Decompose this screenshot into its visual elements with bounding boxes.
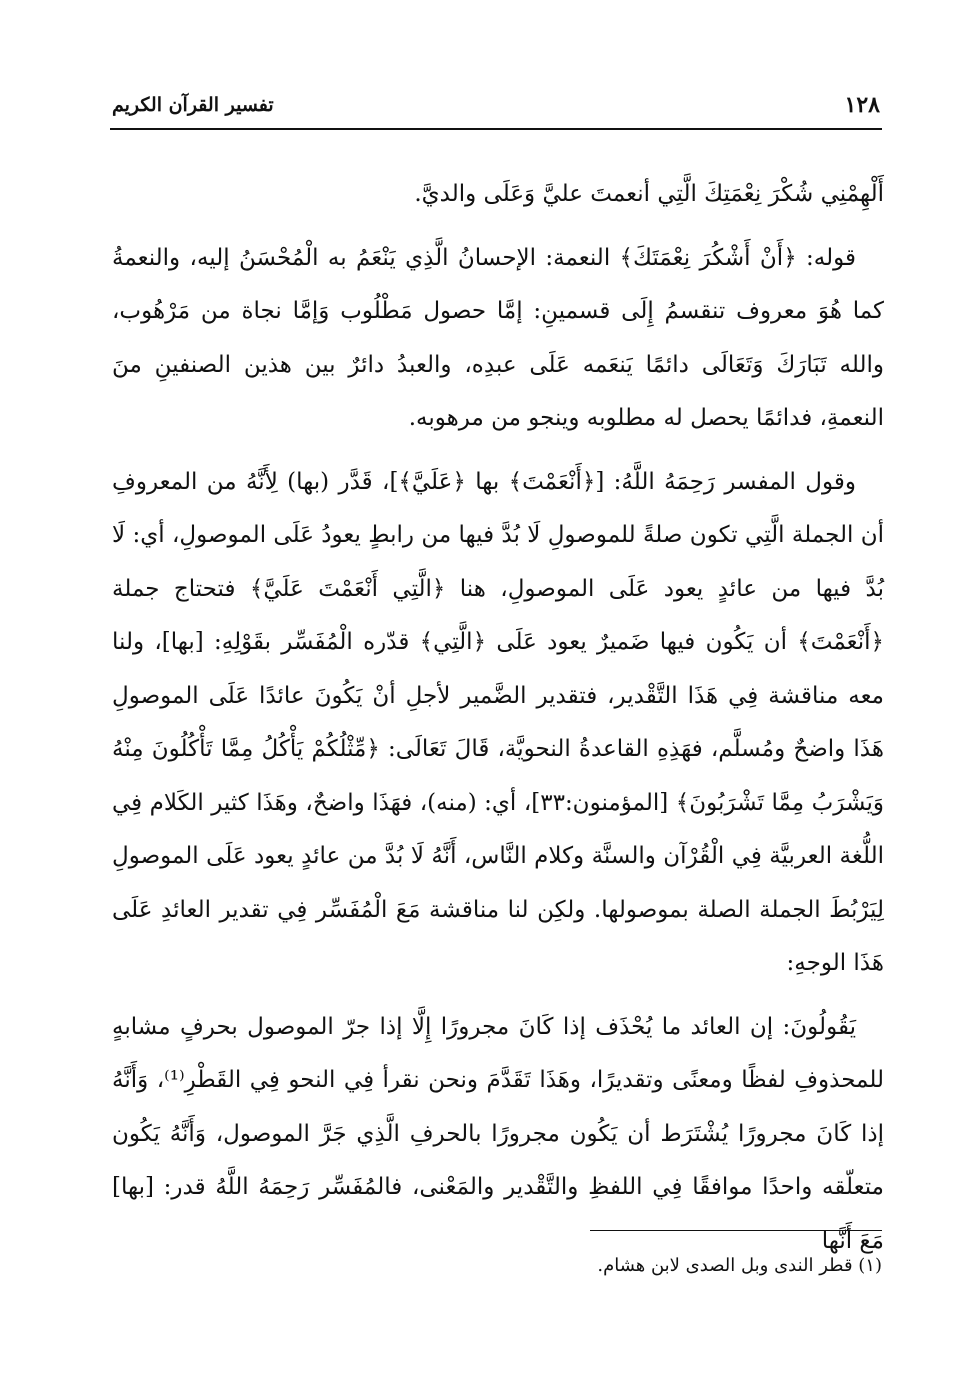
header-divider <box>110 128 882 130</box>
book-title: تفسير القرآن الكريم <box>112 94 274 116</box>
footnote-divider <box>590 1230 882 1231</box>
main-text <box>112 168 884 1278</box>
paragraph: وقول المفسر رَحِمَهُ اللَّهُ: [﴿أَنْعَمْتَ﴾ بها ﴿عَلَيَّ﴾]، قَدَّر (بها) لِأَنَّهُ من المعروفِ أن الجملة الَّتِي تكون صلةً للموصولِ لَا بُدَّ فيها من رابطٍ يعودُ عَلَى الموصولِ، أي: لَا بُدَّ فيها من عائدٍ يعود عَلَى الموصولِ، هنا ﴿الَّتِي أَنْعَمْتَ عَلَيَّ﴾ فتحتاج جملة ﴿أَنْعَمْتَ﴾ أن يَكُون فيها ضَميرٌ يعود عَلَى ﴿الَّتِي﴾ قدّره الْمُفَسِّر بقَوْلِهِ: [بها]، ولنا معه مناقشة فِي هَذَا التَّقْدير، فتقدير الضَّمير لأجلِ أنْ يَكُونَ عائدًا عَلَى الموصولِ هَذَا واضحٌ ومُسلَّم، فهَذِهِ القاعدةُ النحويَّة، قَالَ تَعَالَى: ﴿مِّثْلُكُمْ يَأْكُلُ مِمَّا تَأْكُلُونَ مِنْهُ وَيَشْرَبُ مِمَّا تَشْرَبُونَ﴾ [المؤمنون:٣٣]، أي: (منه)، فهَذَا واضحٌ، وهَذَا كثير الكَلام فِي اللُّغة العربيَّة فِي الْقُرْآن والسنَّة وكلام النَّاس، أَنَّهُ لَا بُدَّ من عائدٍ يعود عَلَى الموصولِ لِيَرْبُطَ الجملة الصلة بموصولها. ولكِن لنا مناقشة مَعَ الْمُفَسِّر فِي تقدير العائدِ عَلَى هَذَا الوجهِ: <box>112 468 884 976</box>
paragraph: قوله: ﴿أَنْ أَشْكُرَ نِعْمَتَكَ﴾ النعمة: الإحسانُ الَّذِي يَنْعَمُ به الْمُحْسَنُ إليه، والنعمةُ كما هُوَ معروف تنقسمُ إِلَى قسمينِ: إمَّا حصول مَطْلُوب وَإمَّا نجاة من مَرْهُوب، والله تَبَارَكَ وَتَعَالَى دائمًا يَنعَمه عَلَى عبدِه، والعبدُ دائرٌ بين هذين الصنفينِ منَ النعمةِ، فدائمًا يحصل له مطلوبه وينجو من مرهوبه. <box>112 244 884 431</box>
paragraph: يَقُولُونَ: إن العائد ما يُحْذَف إذا كَانَ مجرورًا إِلَّا إذا جرّ الموصول بحرفٍ مشابهٍ للمحذوفِ لفظًا ومعنًى وتقديرًا، وهَذَا تَقَدَّمَ ونحن نقرأ فِي النحو فِي القَطْرِ⁽¹⁾، وَأَنَّهُ إذا كَانَ مجرورًا يُشْتَرَط أن يَكُون مجرورًا بالحرفِ الَّذِي جَرَّ الموصول، وَأَنَّهُ يَكُون متعلّقه واحدًا موافقًا فِي اللفظِ والتَّقْدير والمَعْنى، فالمُفَسِّر رَحِمَهُ اللَّهُ قدر: [بها] مَعَ أَنَّها <box>112 1013 884 1254</box>
footnote: (١) قطر الندى وبل الصدى لابن هشام. <box>597 1255 882 1276</box>
paragraph: أَلْهِمْنِي شُكْرَ نِعْمَتِكَ الَّتِي أنعمتَ عليَّ وَعَلَى والديَّ. <box>414 181 884 207</box>
page-number: ١٢٨ <box>844 92 880 118</box>
page-header <box>112 92 880 132</box>
